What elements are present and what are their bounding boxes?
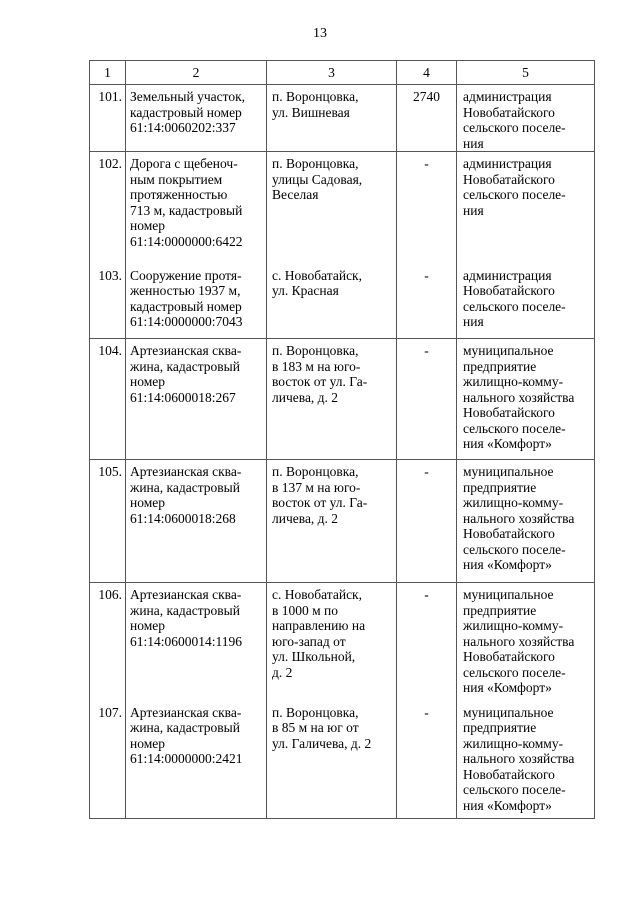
holder-name: муниципальное предприятие жилищно-комму- нального хозяйства Новобатайского сельского поселе- ния «Комфорт»	[457, 701, 595, 819]
holder-name: муниципальное предприятие жилищно-комму- нального хозяйства Новобатайского сельского поселе- ния «Комфорт»	[457, 339, 595, 460]
object-value: -	[397, 701, 457, 819]
table-row	[90, 264, 595, 339]
object-value: 2740	[397, 85, 457, 152]
object-value: -	[397, 339, 457, 460]
page-number: 13	[313, 26, 327, 41]
property-registry-table	[89, 60, 595, 819]
object-description: Артезианская сква- жина, кадастровый номер 61:14:0600018:267	[126, 339, 267, 460]
object-address: п. Воронцовка, в 85 м на юг от ул. Галичева, д. 2	[267, 701, 397, 819]
table-row	[90, 152, 595, 264]
object-address: с. Новобатайск, в 1000 м по направлению на юго-запад от ул. Школьной, д. 2	[267, 583, 397, 701]
object-address: с. Новобатайск, ул. Красная	[267, 264, 397, 339]
row-number: 105.	[90, 460, 126, 583]
holder-name: администрация Новобатайского сельского поселе- ния	[457, 264, 595, 339]
table-row	[90, 701, 595, 819]
object-address: п. Воронцовка, улицы Садовая, Веселая	[267, 152, 397, 264]
holder-name: муниципальное предприятие жилищно-комму- нального хозяйства Новобатайского сельского поселе- ния «Комфорт»	[457, 460, 595, 583]
object-value: -	[397, 152, 457, 264]
table-row	[90, 583, 595, 701]
object-value: -	[397, 264, 457, 339]
table-header-row	[90, 61, 595, 85]
object-description: Сооружение протя- женностью 1937 м, кадастровый номер 61:14:0000000:7043	[126, 264, 267, 339]
row-number: 106.	[90, 583, 126, 701]
table-row	[90, 85, 595, 152]
object-value: -	[397, 460, 457, 583]
object-address: п. Воронцовка, ул. Вишневая	[267, 85, 397, 152]
object-description: Артезианская сква- жина, кадастровый номер 61:14:0000000:2421	[126, 701, 267, 819]
column-header-4: 4	[397, 61, 457, 85]
column-header-1: 1	[90, 61, 126, 85]
object-description: Артезианская сква- жина, кадастровый номер 61:14:0600018:268	[126, 460, 267, 583]
row-number: 102.	[90, 152, 126, 264]
object-description: Земельный участок, кадастровый номер 61:14:0060202:337	[126, 85, 267, 152]
object-address: п. Воронцовка, в 137 м на юго- восток от ул. Га- личева, д. 2	[267, 460, 397, 583]
holder-name: администрация Новобатайского сельского поселе- ния	[457, 152, 595, 264]
row-number: 107.	[90, 701, 126, 819]
row-number: 103.	[90, 264, 126, 339]
object-address: п. Воронцовка, в 183 м на юго- восток от ул. Га- личева, д. 2	[267, 339, 397, 460]
object-description: Артезианская сква- жина, кадастровый номер 61:14:0600014:1196	[126, 583, 267, 701]
table-row	[90, 460, 595, 583]
object-value: -	[397, 583, 457, 701]
object-description: Дорога с щебеноч- ным покрытием протяженностью 713 м, кадастровый номер 61:14:0000000:6422	[126, 152, 267, 264]
row-number: 104.	[90, 339, 126, 460]
table-row	[90, 339, 595, 460]
column-header-3: 3	[267, 61, 397, 85]
column-header-2: 2	[126, 61, 267, 85]
holder-name: администрация Новобатайского сельского поселе- ния	[457, 85, 595, 152]
holder-name: муниципальное предприятие жилищно-комму- нального хозяйства Новобатайского сельского поселе- ния «Комфорт»	[457, 583, 595, 701]
row-number: 101.	[90, 85, 126, 152]
column-header-5: 5	[457, 61, 595, 85]
